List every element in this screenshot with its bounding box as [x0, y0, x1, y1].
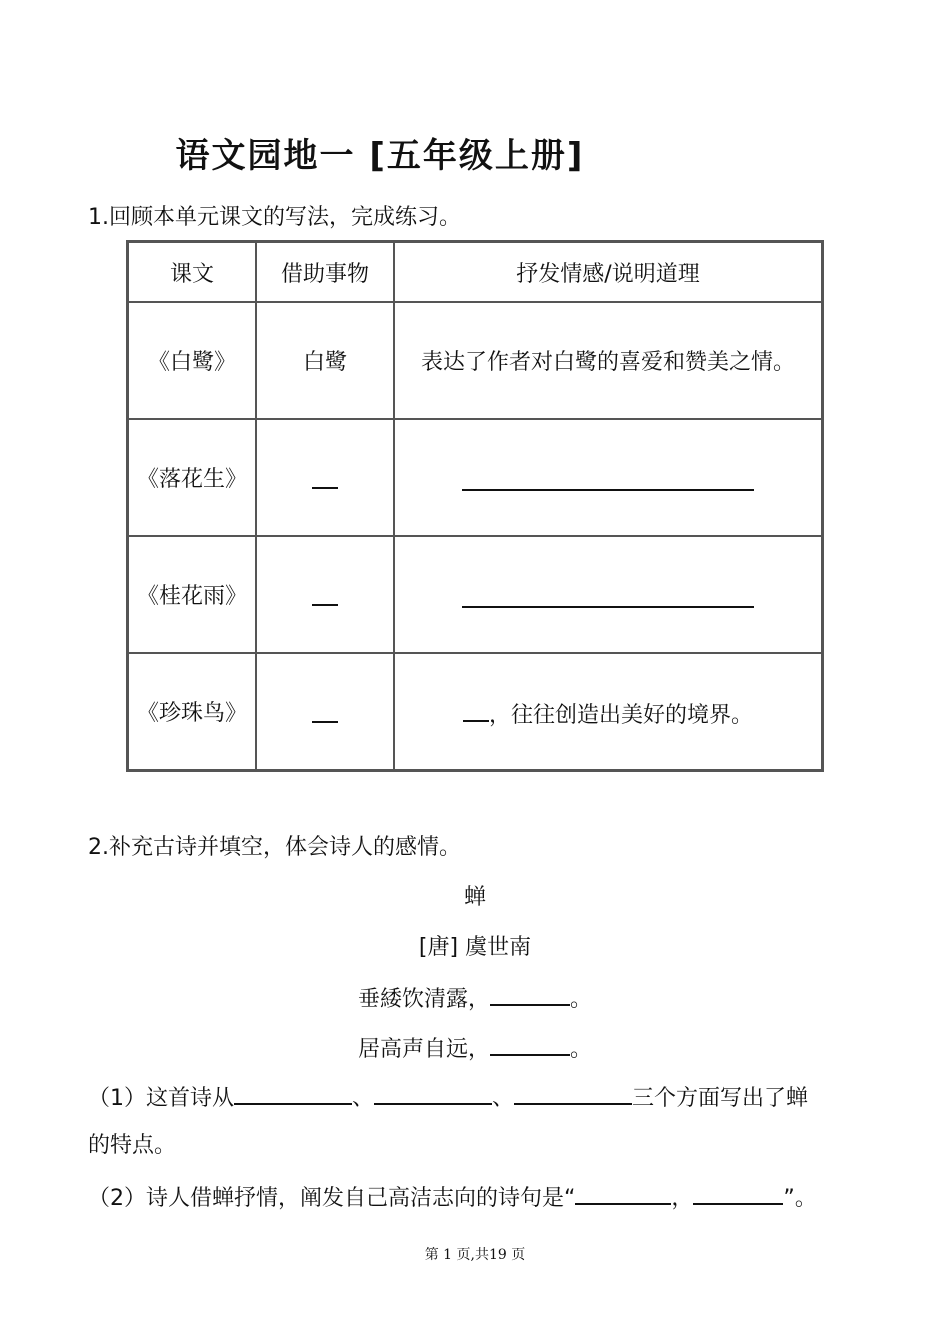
object-cell: 白鹭: [256, 302, 394, 419]
question-2-prompt: 2.补充古诗并填空，体会诗人的感情。: [88, 835, 461, 860]
meaning-blank[interactable]: [463, 694, 489, 722]
meaning-cell: [394, 419, 823, 536]
object-cell: [256, 419, 394, 536]
page-title: 语文园地一 [五年级上册]: [175, 136, 585, 176]
poem-line-1-blank[interactable]: [490, 982, 570, 1006]
object-blank[interactable]: [312, 461, 338, 489]
poem-line-1: [0, 982, 950, 1013]
lesson-cell: 《桂花雨》: [128, 536, 257, 653]
verse-blank-2[interactable]: [693, 1181, 783, 1205]
table-row: [128, 302, 823, 419]
lesson-cell: 《落花生》: [128, 419, 257, 536]
sub-question-2-end: ”。: [783, 1186, 817, 1211]
object-cell: [256, 536, 394, 653]
meaning-cell: 表达了作者对白鹭的喜爱和赞美之情。: [394, 302, 823, 419]
poem-line-2-text: 居高声自远，: [357, 1037, 490, 1062]
poem-line-2-end: 。: [570, 1037, 593, 1062]
separator: ，: [671, 1186, 694, 1211]
sub-question-2-text: （2）诗人借蝉抒情，阐发自己高洁志向的诗句是“: [88, 1186, 576, 1211]
poem-line-1-text: 垂緌饮清露，: [357, 987, 490, 1012]
table-header-row: [128, 242, 823, 303]
meaning-cell: [394, 653, 823, 771]
sub-question-1-continued: 的特点。: [88, 1133, 177, 1158]
table-row: [128, 419, 823, 536]
poem-author: 虞世南: [465, 935, 532, 960]
meaning-blank[interactable]: [462, 576, 754, 608]
sub-question-2: [88, 1181, 817, 1212]
lesson-cell: 《珍珠鸟》: [128, 653, 257, 771]
aspect-blank-2[interactable]: [374, 1081, 492, 1105]
header-lesson: 课文: [128, 242, 257, 303]
verse-blank-1[interactable]: [575, 1181, 671, 1205]
poem-title: 蝉: [463, 885, 486, 910]
aspect-blank-3[interactable]: [514, 1081, 632, 1105]
question-1-prompt: 1.回顾本单元课文的写法，完成练习。: [88, 205, 461, 230]
poem-author-line: [0, 930, 950, 961]
separator: 、: [352, 1086, 375, 1111]
poem-line-2-blank[interactable]: [490, 1032, 570, 1056]
separator: 、: [492, 1086, 515, 1111]
poem-line-2: [0, 1032, 950, 1063]
poem-line-1-end: 。: [570, 987, 593, 1012]
poem-dynasty: [唐]: [418, 935, 459, 960]
meaning-suffix: ，往往创造出美好的境界。: [488, 703, 753, 728]
table-row: [128, 653, 823, 771]
meaning-cell: [394, 536, 823, 653]
sub-question-1-text: （1）这首诗从: [88, 1086, 234, 1111]
meaning-blank[interactable]: [462, 459, 754, 491]
object-blank[interactable]: [312, 578, 338, 606]
sub-question-1: [88, 1081, 808, 1112]
lesson-cell: 《白鹭》: [128, 302, 257, 419]
table-row: [128, 536, 823, 653]
aspect-blank-1[interactable]: [234, 1081, 352, 1105]
header-object: 借助事物: [256, 242, 394, 303]
lesson-table: [126, 240, 824, 772]
sub-question-1-tail: 三个方面写出了蝉: [632, 1086, 809, 1111]
page-footer: 第 1 页,共19 页: [424, 1247, 526, 1263]
object-blank[interactable]: [312, 695, 338, 723]
header-meaning: 抒发情感/说明道理: [394, 242, 823, 303]
object-cell: [256, 653, 394, 771]
